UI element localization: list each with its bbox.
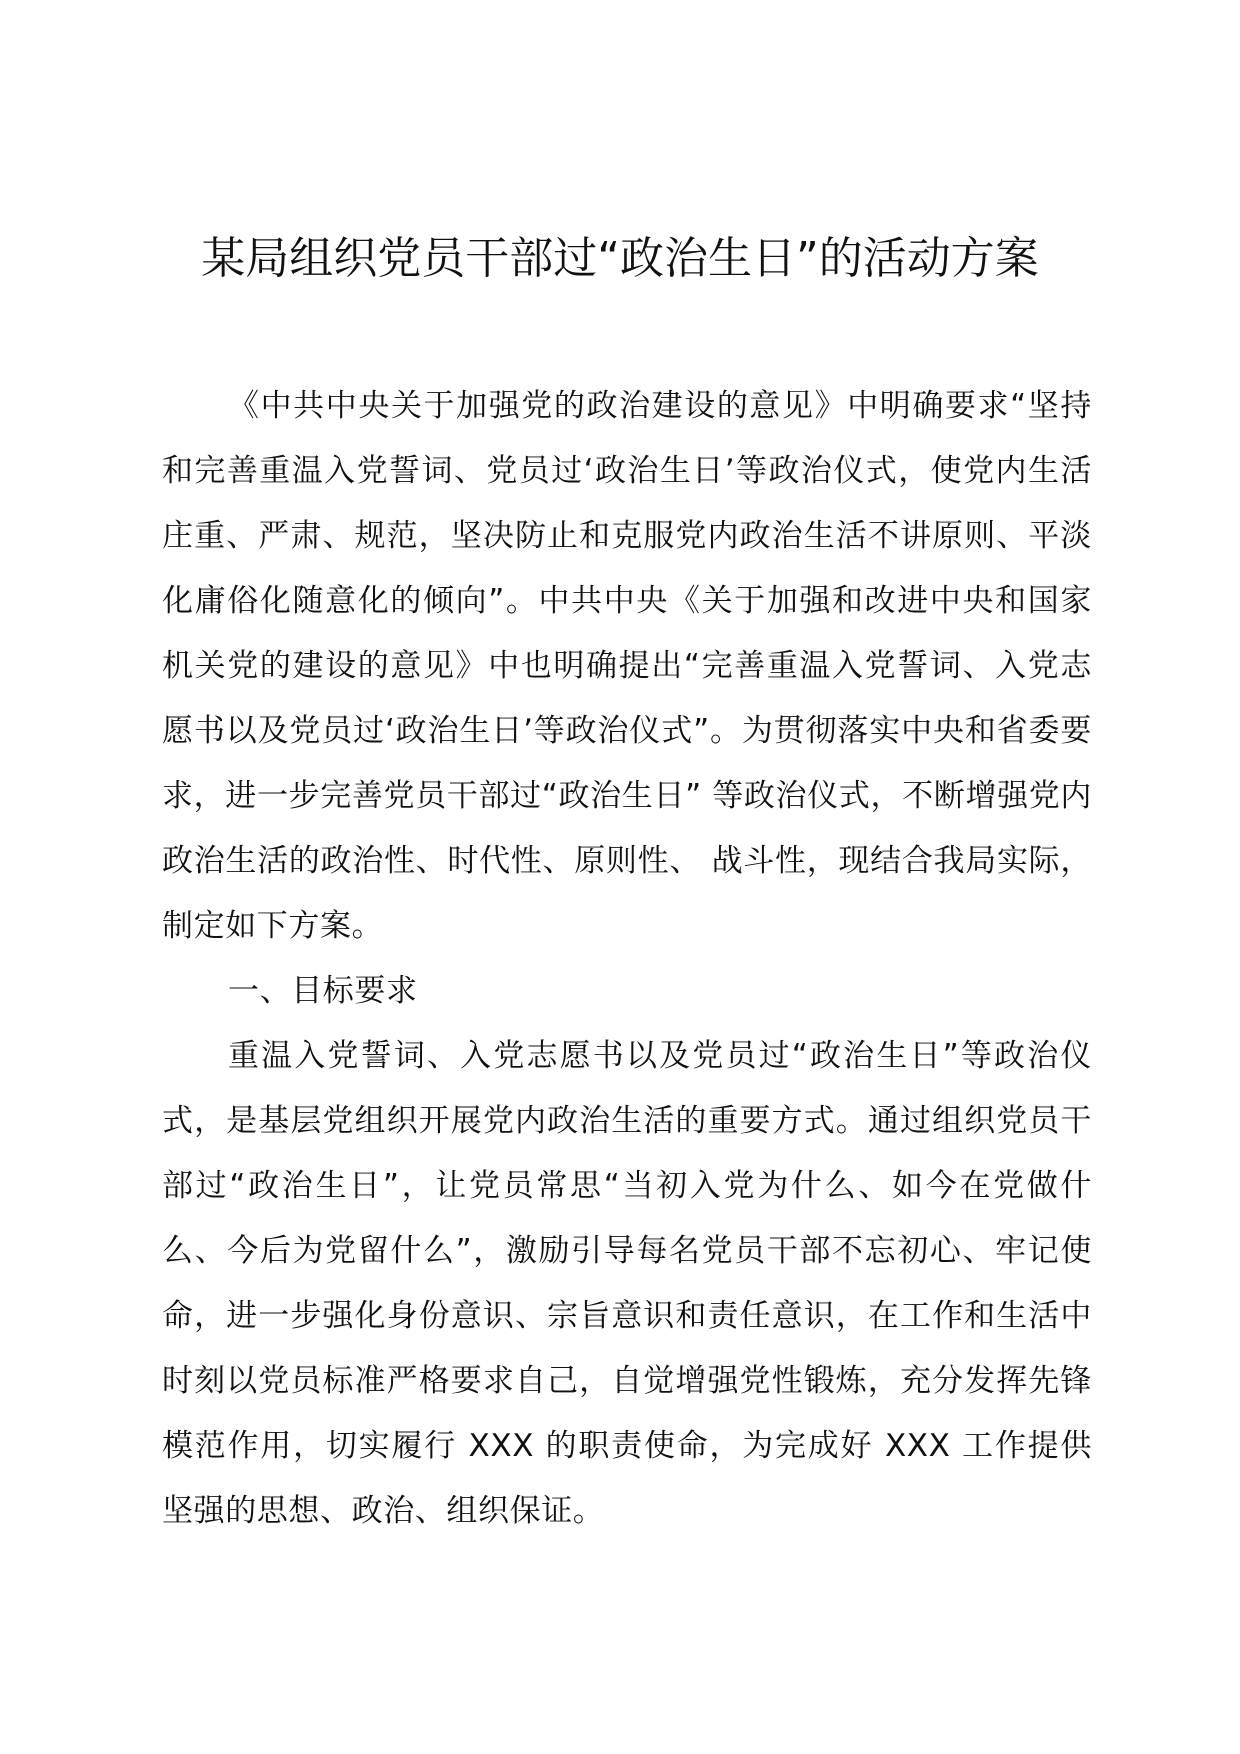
document-title: 某局组织党员干部过“政治生日”的活动方案 [201, 233, 1039, 284]
intro-paragraph: 《中共中央关于加强党的政治建设的意见》中明确要求“坚持和完善重温入党誓词、党员过‘政治生日’等政治仪式，使党内生活庄重、严肃、规范，坚决防止和克服党内政治生活不讲原则、平淡化庸俗化随意化的倾向”。中共中央《关于加强和改进中央和国家机关党的建设的意见》中也明确提出“完善重温入党誓词、入党志愿书以及党员过‘政治生日’等政治仪式”。为贯彻落实中央和省委要求，进一步完善党员干部过“政治生日” 等政治仪式，不断增强党内政治生活的政治性、时代性、原则性、 战斗性，现结合我局实际，制定如下方案。 [162, 388, 1092, 944]
document-body [162, 374, 1092, 1544]
goals-paragraph: 重温入党誓词、入党志愿书以及党员过“政治生日”等政治仪式，是基层党组织开展党内政治生活的重要方式。通过组织党员干部过“政治生日”，让党员常思“当初入党为什么、如今在党做什么、今后为党留什么”，激励引导每名党员干部不忘初心、牢记使命，进一步强化身份意识、宗旨意识和责任意识，在工作和生活中时刻以党员标准严格要求自己，自觉增强党性锻炼，充分发挥先锋模范作用，切实履行 XXX 的职责使命，为完成好 XXX 工作提供坚强的思想、政治、组织保证。 [162, 1038, 1092, 1529]
section-heading-goals: 一、目标要求 [228, 973, 418, 1009]
